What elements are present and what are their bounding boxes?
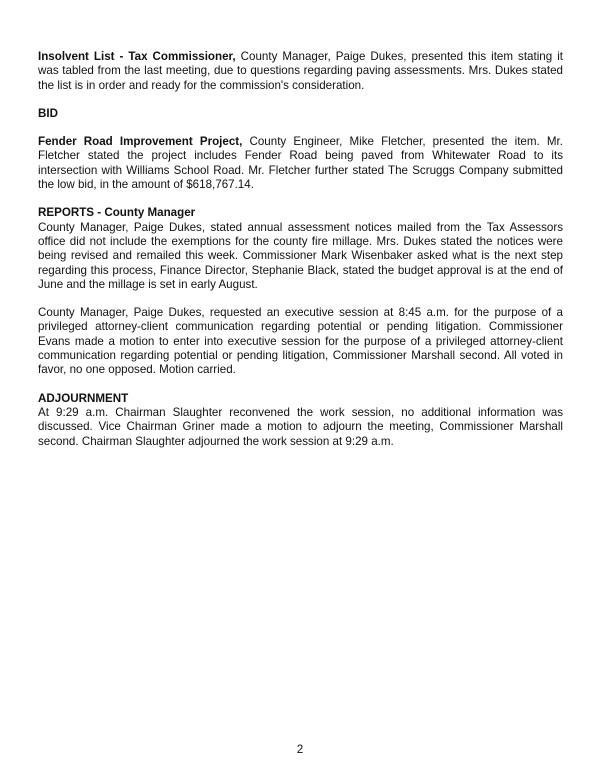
adjournment-heading: ADJOURNMENT: [38, 391, 129, 405]
insolvent-list-text: County Manager, Paige Dukes, presented this item stating it was tabled from the last meeting, due to questions regarding paving assessments. Mrs. Dukes stated the list is in order and ready for the commission's consideration.: [38, 50, 564, 92]
insolvent-list-lead: Insolvent List - Tax Commissioner,: [38, 50, 236, 63]
adjournment-paragraph: At 9:29 a.m. Chairman Slaughter reconvened the work session, no additional information was discussed. Vice Chairman Griner made a motion to adjourn the meeting, Commissioner Marshall second. Chairman Slaughter adjourned the work session at 9:29 a.m.: [38, 405, 563, 448]
fender-road-text: County Engineer, Mike Fletcher, presented the item. Mr. Fletcher stated the project includes Fender Road being paved from Whitewater Road to its intersection with Williams School Road. Mr. Fletcher further stated The Scruggs Company submitted the low bid, in the amount of $618,767.14.: [38, 135, 563, 192]
insolvent-list-paragraph: [38, 50, 563, 93]
reports-heading: REPORTS - County Manager: [38, 206, 196, 220]
fender-road-paragraph: [38, 135, 563, 192]
bid-heading: BID: [38, 106, 58, 120]
page-number: 2: [296, 743, 304, 756]
fender-road-lead: Fender Road Improvement Project,: [38, 135, 243, 149]
document-body: [38, 50, 563, 463]
reports-paragraph-1: County Manager, Paige Dukes, stated annual assessment notices mailed from the Tax Assessors office did not include the exemptions for the county fire millage. Mrs. Dukes stated the notices were being revised and remailed this week. Commissioner Mark Wisenbaker asked what is the next step regarding this process, Finance Director, Stephanie Black, stated the budget approval is at the end of June and the millage is set in early August.: [38, 220, 563, 291]
reports-paragraph-2: County Manager, Paige Dukes, requested an executive session at 8:45 a.m. for the purpose of a privileged attorney-client communication regarding potential or pending litigation. Commissioner Evans made a motion to enter into executive session for the purpose of a privileged attorney-client communication regarding potential or pending litigation, Commissioner Marshall second. All voted in favor, no one opposed. Motion carried.: [38, 306, 563, 377]
